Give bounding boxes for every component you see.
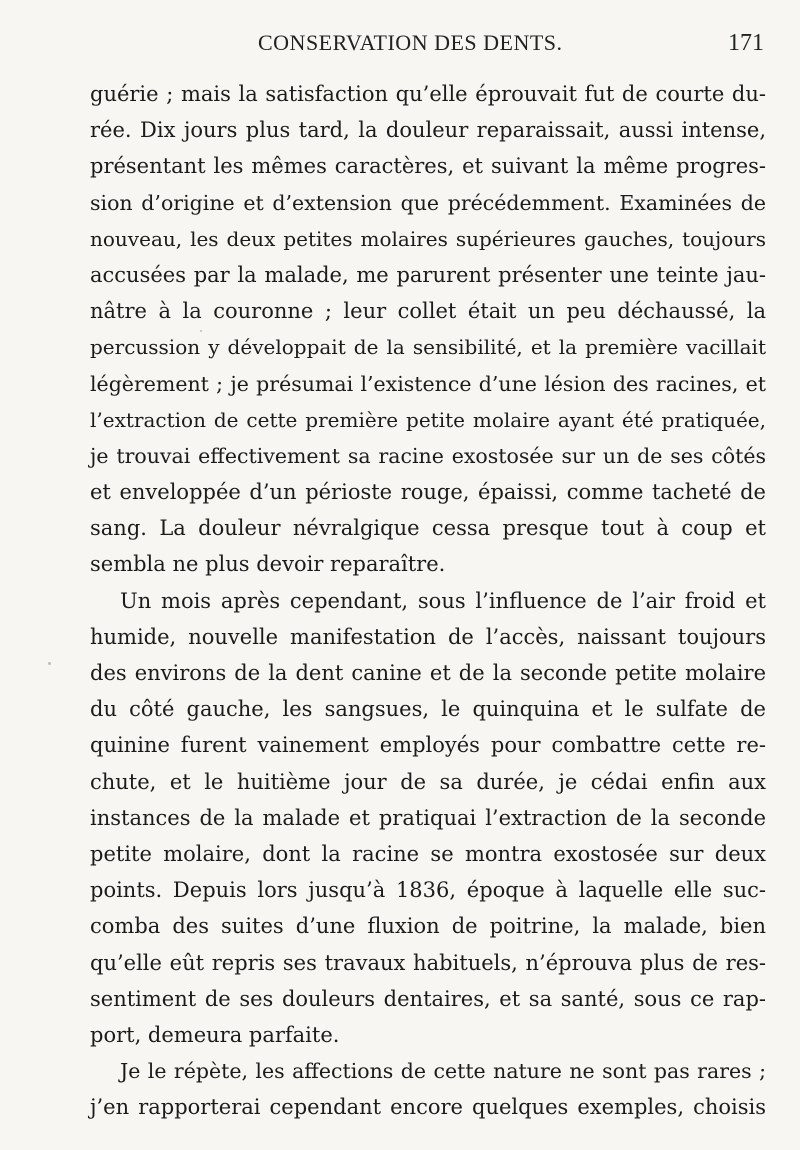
body-text: [90, 76, 766, 1125]
text-line: sion d’origine et d’extension que précédemment. Examinées de: [90, 190, 766, 215]
running-title: CONSERVATION DES DENTS.: [258, 30, 563, 55]
text-line: et enveloppée d’un périoste rouge, épaissi, comme tacheté de: [90, 480, 766, 505]
text-line: sentiment de ses douleurs dentaires, et sa santé, sous ce rap-: [90, 986, 766, 1011]
text-line: comba des suites d’une fluxion de poitrine, la malade, bien: [90, 914, 766, 939]
text-line: nouveau, les deux petites molaires supérieures gauches, toujours: [90, 226, 766, 251]
text-line: rée. Dix jours plus tard, la douleur reparaissait, aussi intense,: [90, 118, 766, 143]
text-line: sang. La douleur névralgique cessa presque tout à coup et: [90, 516, 766, 541]
text-line: nâtre à la couronne ; leur collet était un peu déchaussé, la: [90, 299, 766, 324]
text-line: instances de la malade et pratiquai l’extraction de la seconde: [90, 805, 766, 830]
paragraph-start-line: Je le répète, les affections de cette nature ne sont pas rares ;: [120, 1059, 766, 1084]
running-head: [0, 30, 800, 60]
paragraph-end-line: port, demeura parfaite.: [90, 1022, 340, 1047]
text-line: j’en rapporterai cependant encore quelques exemples, choisis: [90, 1095, 766, 1120]
text-line: légèrement ; je présumai l’existence d’une lésion des racines, et: [90, 371, 766, 396]
paper-speck: [200, 330, 202, 332]
text-line: présentant les mêmes caractères, et suivant la même progres-: [90, 154, 766, 179]
text-line: qu’elle eût repris ses travaux habituels, n’éprouva plus de res-: [90, 950, 766, 975]
paper-speck: [48, 662, 51, 665]
text-line: des environs de la dent canine et de la seconde petite molaire: [90, 661, 766, 685]
text-line: du côté gauche, les sangsues, le quinquina et le sulfate de: [90, 697, 766, 722]
text-line: chute, et le huitième jour de sa durée, je cédai enfin aux: [90, 769, 766, 794]
text-line: petite molaire, dont la racine se montra exostosée sur deux: [90, 841, 766, 866]
page-number: 171: [728, 30, 764, 56]
text-line: quinine furent vainement employés pour combattre cette re-: [90, 733, 766, 758]
text-line: je trouvai effectivement sa racine exostosée sur un de ses côtés: [90, 443, 766, 468]
text-line: humide, nouvelle manifestation de l’accès, naissant toujours: [90, 624, 766, 649]
text-line: l’extraction de cette première petite molaire ayant été pratiquée,: [90, 407, 766, 432]
text-line: accusées par la malade, me parurent présenter une teinte jau-: [90, 262, 766, 287]
paragraph-end-line: sembla ne plus devoir reparaître.: [90, 552, 446, 577]
paragraph-start-line: Un mois après cependant, sous l’influence de l’air froid et: [120, 588, 766, 613]
text-line: points. Depuis lors jusqu’à 1836, époque à laquelle elle suc-: [90, 878, 766, 903]
text-line: percussion y développait de la sensibilité, et la première vacillait: [90, 335, 766, 360]
text-line: guérie ; mais la satisfaction qu’elle éprouvait fut de courte du-: [90, 82, 766, 106]
